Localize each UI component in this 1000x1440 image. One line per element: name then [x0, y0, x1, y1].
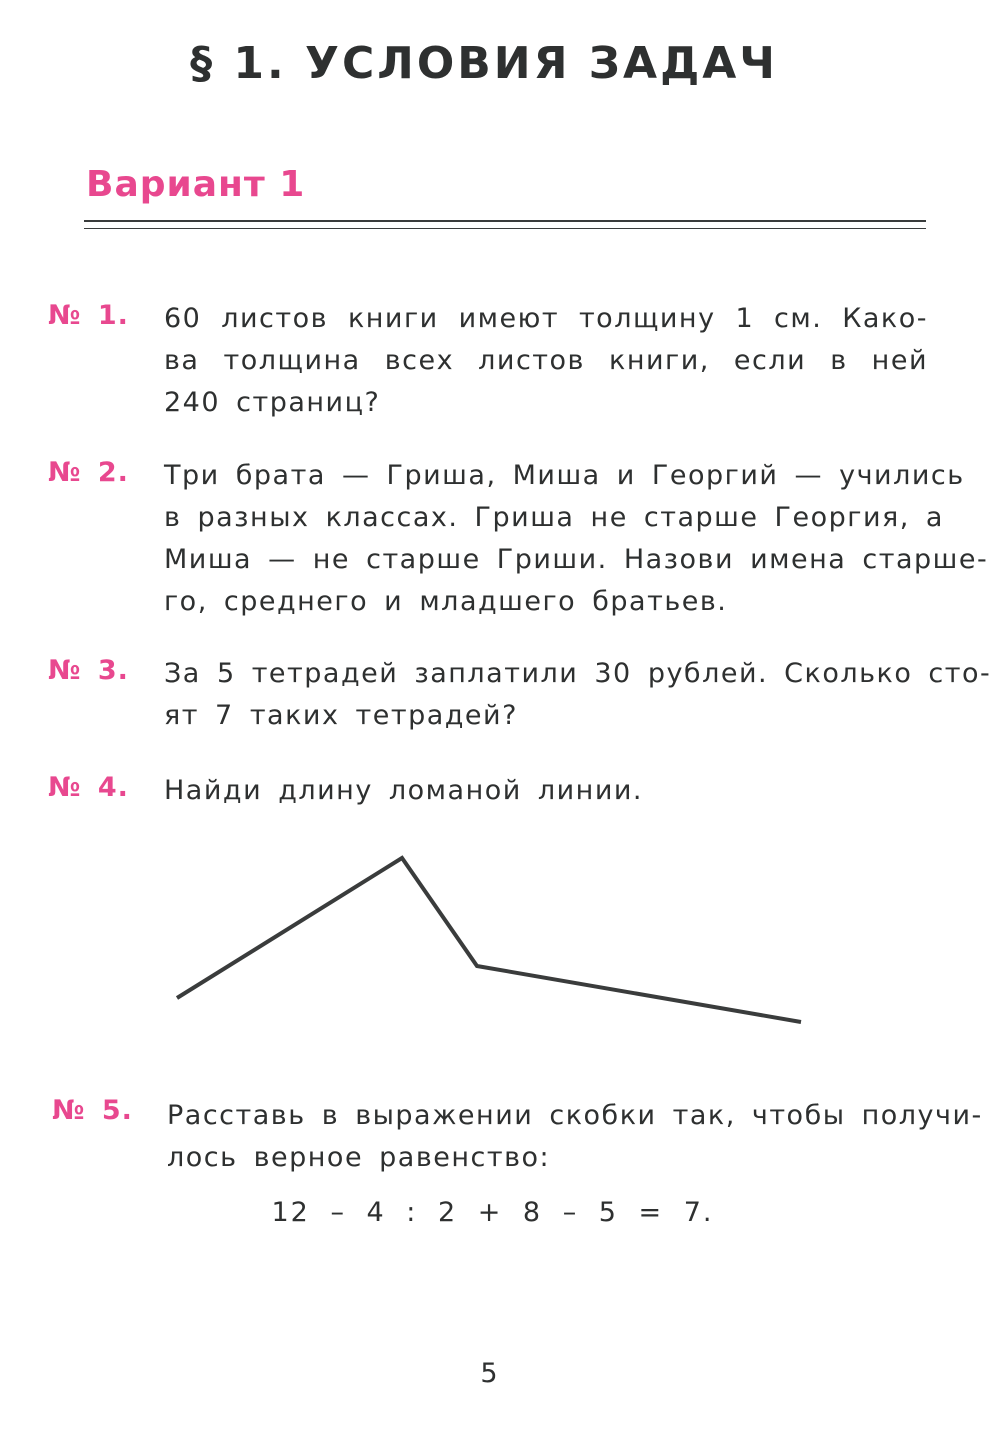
variant-title: Вариант 1	[86, 164, 306, 205]
problem-line: го, среднего и младшего братьев.	[164, 586, 728, 617]
title-rule-bottom	[84, 228, 926, 229]
section-title: § 1. УСЛОВИЯ ЗАДАЧ	[190, 38, 778, 89]
problem-line: лось верное равенство:	[167, 1142, 551, 1173]
broken-line	[177, 858, 801, 1022]
problem-line: Найди длину ломаной линии.	[164, 775, 644, 806]
problem-number: № 2.	[48, 457, 129, 488]
problem-line: в разных классах. Гриша не старше Георгия, а	[164, 502, 944, 533]
problem-line: 240 страниц?	[164, 387, 381, 418]
problem-line: ят 7 таких тетрадей?	[164, 700, 518, 731]
problem-line: Три брата — Гриша, Миша и Георгий — учились	[164, 460, 965, 491]
equation: 12 – 4 : 2 + 8 – 5 = 7.	[271, 1197, 714, 1228]
page-number: 5	[480, 1358, 498, 1389]
problem-number: № 5.	[52, 1095, 133, 1126]
problem-text	[164, 770, 928, 812]
problem-text	[164, 455, 989, 623]
problem-text	[164, 653, 992, 737]
problem-text	[167, 1095, 983, 1179]
problem-number: № 3.	[48, 655, 129, 686]
problem-line: 60 листов книги имеют толщину 1 см. Како-	[164, 303, 928, 334]
problem-text	[164, 298, 928, 424]
problem-line: ва толщина всех листов книги, если в ней	[164, 345, 928, 376]
problem-line: Миша — не старше Гриши. Назови имена старше-	[164, 544, 989, 575]
title-rule-top	[84, 220, 926, 222]
problem-line: Расставь в выражении скобки так, чтобы получи-	[167, 1100, 983, 1131]
problem-number: № 4.	[48, 772, 129, 803]
problem-number: № 1.	[48, 300, 129, 331]
problem-line: За 5 тетрадей заплатили 30 рублей. Сколько сто-	[164, 658, 992, 689]
